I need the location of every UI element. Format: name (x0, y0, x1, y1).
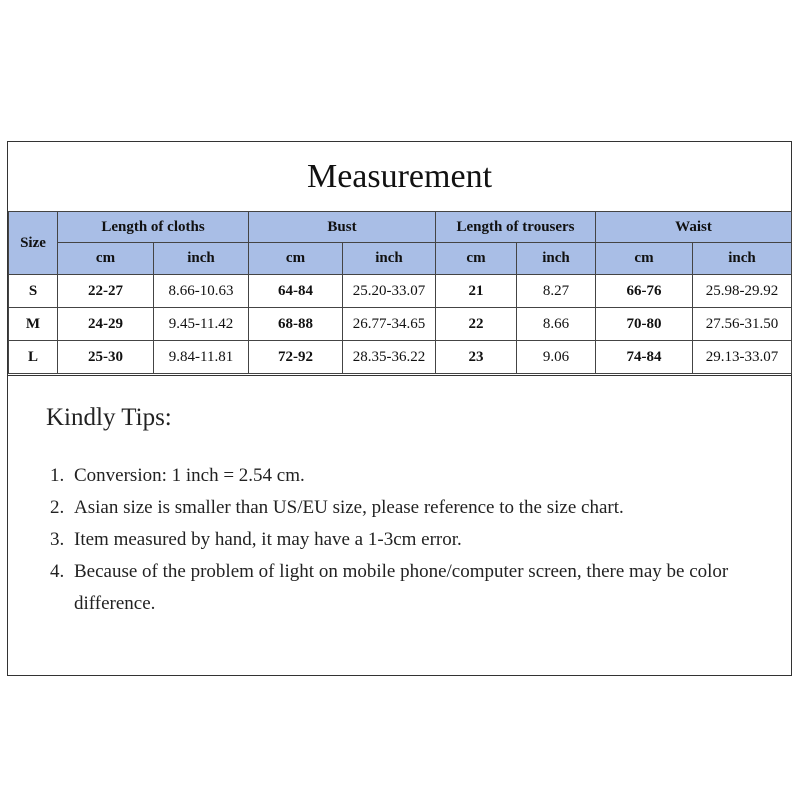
group-header: Length of trousers (436, 212, 596, 243)
tips-heading: Kindly Tips: (46, 404, 172, 431)
table-cell: 22 (436, 308, 517, 341)
table-cell: 9.84-11.81 (154, 341, 249, 374)
table-cell: 72-92 (249, 341, 343, 374)
table-cell: 22-27 (58, 275, 154, 308)
table-cell: 25-30 (58, 341, 154, 374)
table-cell: 25.98-29.92 (693, 275, 792, 308)
unit-header: cm (596, 243, 693, 275)
table-cell: 9.06 (517, 341, 596, 374)
list-item (50, 460, 770, 492)
table-cell: 8.66-10.63 (154, 275, 249, 308)
table-cell: 23 (436, 341, 517, 374)
tip-number: 2. (50, 497, 65, 518)
table-cell: 25.20-33.07 (343, 275, 436, 308)
table-cell: 27.56-31.50 (693, 308, 792, 341)
tips-list (50, 460, 770, 620)
tip-number: 4. (50, 561, 65, 582)
unit-header: inch (693, 243, 792, 275)
table-cell: 28.35-36.22 (343, 341, 436, 374)
size-header: Size (9, 212, 58, 275)
unit-header: cm (249, 243, 343, 275)
table-cell: 26.77-34.65 (343, 308, 436, 341)
tips-section (8, 375, 791, 676)
table-cell: 8.66 (517, 308, 596, 341)
table-cell: 24-29 (58, 308, 154, 341)
table-cell: 68-88 (249, 308, 343, 341)
list-item (50, 556, 770, 620)
tip-text: Because of the problem of light on mobile phone/computer screen, there may be color difference. (74, 561, 729, 614)
list-item (50, 492, 770, 524)
table-row (9, 308, 792, 341)
table-cell: 74-84 (596, 341, 693, 374)
group-header: Length of cloths (58, 212, 249, 243)
tip-number: 1. (50, 465, 65, 486)
tip-text: Asian size is smaller than US/EU size, please reference to the size chart. (74, 497, 624, 518)
size-label: M (9, 308, 58, 341)
unit-header: inch (517, 243, 596, 275)
table-row (9, 341, 792, 374)
table-cell: 9.45-11.42 (154, 308, 249, 341)
table-cell: 21 (436, 275, 517, 308)
table-cell: 64-84 (249, 275, 343, 308)
table-cell: 29.13-33.07 (693, 341, 792, 374)
table-row (9, 275, 792, 308)
list-item (50, 524, 770, 556)
unit-header: cm (436, 243, 517, 275)
table-cell: 70-80 (596, 308, 693, 341)
table-cell: 8.27 (517, 275, 596, 308)
group-header: Bust (249, 212, 436, 243)
measurement-chart (7, 141, 792, 676)
unit-header: inch (343, 243, 436, 275)
chart-title: Measurement (306, 157, 493, 195)
size-table (8, 211, 792, 374)
tip-text: Conversion: 1 inch = 2.54 cm. (74, 465, 305, 486)
unit-header: inch (154, 243, 249, 275)
size-label: L (9, 341, 58, 374)
table-cell: 66-76 (596, 275, 693, 308)
size-label: S (9, 275, 58, 308)
group-header: Waist (596, 212, 792, 243)
tip-number: 3. (50, 529, 65, 550)
tip-text: Item measured by hand, it may have a 1-3cm error. (74, 529, 462, 550)
unit-header: cm (58, 243, 154, 275)
